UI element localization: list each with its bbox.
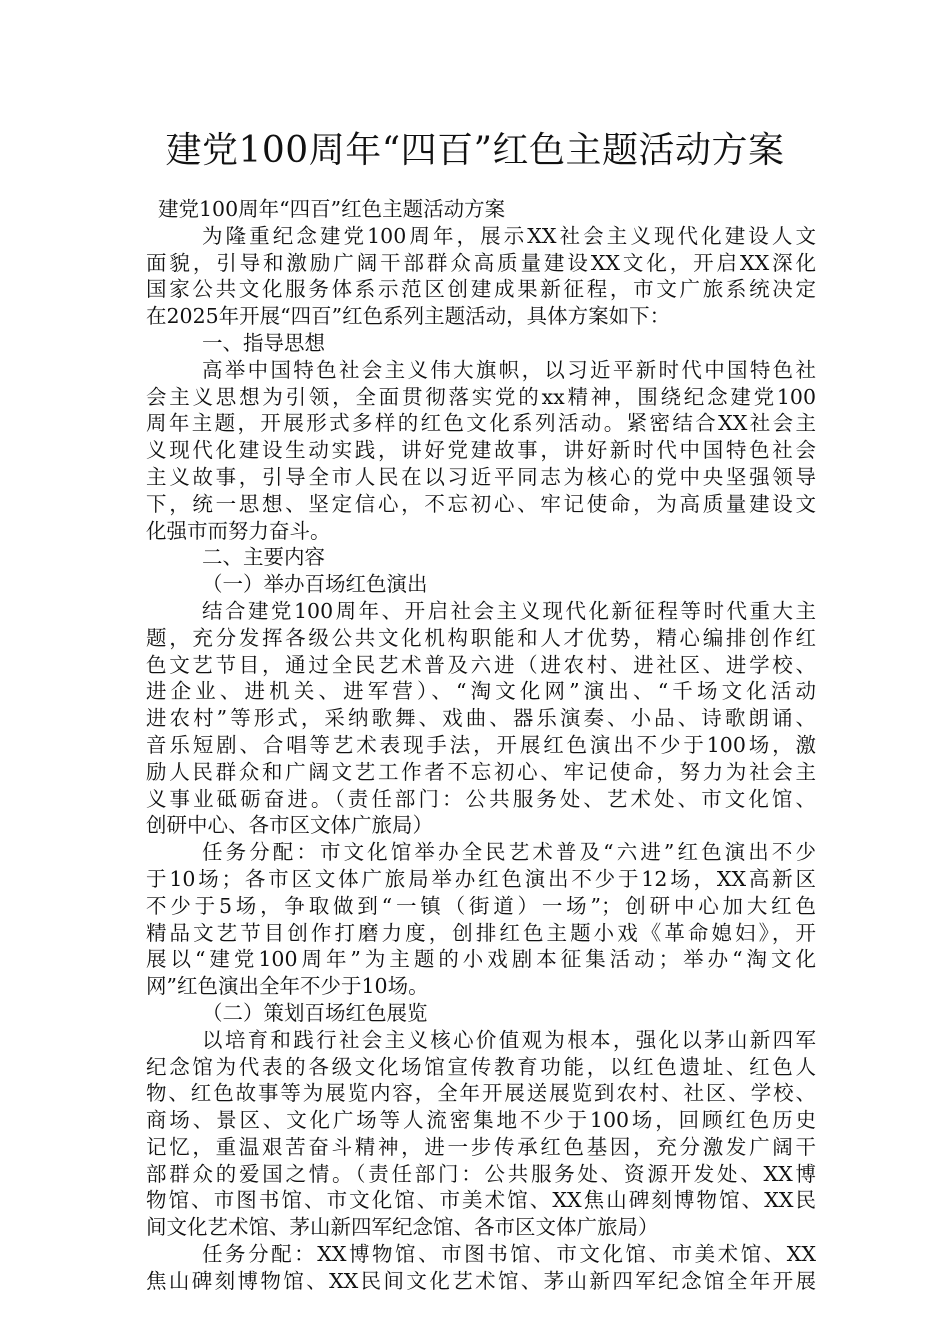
paragraph-line: 下，统一思想、坚定信心，不忘初心、牢记使命，为高质量建设文	[146, 491, 816, 516]
paragraph-line: 以培育和践行社会主义核心价值观为根本，强化以茅山新四军	[202, 1027, 816, 1052]
paragraph-line: 商场、景区、文化广场等人流密集地不少于100场，回顾红色历史	[146, 1108, 816, 1133]
paragraph-line: 进企业、进机关、进军营）、“淘文化网”演出、“千场文化活动	[146, 679, 816, 704]
paragraph-line: 展以“建党100周年”为主题的小戏剧本征集活动；举办“淘文化	[146, 947, 816, 972]
paragraph-line: 题，充分发挥各级公共文化机构职能和人才优势，精心编排创作红	[146, 625, 816, 650]
paragraph-line: 于10场；各市区文体广旅局举办红色演出不少于12场，XX高新区	[146, 866, 816, 891]
paragraph-line: 焦山碑刻博物馆、XX民间文化艺术馆、茅山新四军纪念馆全年开展	[146, 1268, 816, 1293]
subsection-heading: （二）策划百场红色展览	[202, 1000, 428, 1025]
paragraph-line: 在2025年开展“四百”红色系列主题活动，具体方案如下：	[146, 304, 671, 329]
paragraph-line: 国家公共文化服务体系示范区创建成果新征程，市文广旅系统决定	[146, 277, 816, 302]
paragraph-line: 面貌，引导和激励广阔干部群众高质量建设XX文化，开启XX深化	[146, 250, 816, 275]
paragraph-line: 纪念馆为代表的各级文化场馆宣传教育功能，以红色遗址、红色人	[146, 1054, 816, 1079]
paragraph-line: 音乐短剧、合唱等艺术表现手法，开展红色演出不少于100场，激	[146, 732, 816, 757]
paragraph-line: 部群众的爱国之情。（责任部门：公共服务处、资源开发处、XX博	[146, 1161, 816, 1186]
paragraph-line: 物、红色故事等为展览内容，全年开展送展览到农村、社区、学校、	[146, 1081, 816, 1106]
paragraph-line: 创研中心、各市区文体广旅局）	[146, 813, 433, 838]
document-title: 建党100周年“四百”红色主题活动方案	[165, 130, 785, 171]
paragraph-line: 任务分配：XX博物馆、市图书馆、市文化馆、市美术馆、XX	[202, 1242, 816, 1267]
paragraph-line: 励人民群众和广阔文艺工作者不忘初心、牢记使命，努力为社会主	[146, 759, 816, 784]
subsection-heading: （一）举办百场红色演出	[202, 572, 428, 597]
subtitle-line: 建党100周年“四百”红色主题活动方案	[158, 197, 506, 221]
section-heading: 二、主要内容	[202, 545, 325, 570]
paragraph-line: 物馆、市图书馆、市文化馆、市美术馆、XX焦山碑刻博物馆、XX民	[146, 1188, 816, 1213]
paragraph-line: 义现代化建设生动实践，讲好党建故事，讲好新时代中国特色社会	[146, 438, 816, 463]
paragraph-line: 精品文艺节目创作打磨力度，创排红色主题小戏《革命媳妇》，开	[146, 920, 816, 945]
paragraph-line: 任务分配：市文化馆举办全民艺术普及“六进”红色演出不少	[202, 840, 816, 865]
paragraph-line: 网”红色演出全年不少于10场。	[146, 974, 429, 999]
paragraph-line: 周年主题，开展形式多样的红色文化系列活动。紧密结合XX社会主	[146, 411, 816, 436]
paragraph-line: 会主义思想为引领，全面贯彻落实党的xx精神，围绕纪念建党100	[146, 384, 816, 409]
paragraph-line: 化强市而努力奋斗。	[146, 518, 331, 543]
paragraph-line: 主义故事，引导全市人民在以习近平同志为核心的党中央坚强领导	[146, 464, 816, 489]
paragraph-line: 不少于5场，争取做到“一镇（街道）一场”；创研中心加大红色	[146, 893, 816, 918]
paragraph-line: 间文化艺术馆、茅山新四军纪念馆、各市区文体广旅局）	[146, 1215, 659, 1240]
paragraph-line: 进农村”等形式，采纳歌舞、戏曲、器乐演奏、小品、诗歌朗诵、	[146, 706, 816, 731]
paragraph-line: 记忆，重温艰苦奋斗精神，进一步传承红色基因，充分激发广阔干	[146, 1134, 816, 1159]
paragraph-line: 色文艺节目，通过全民艺术普及六进（进农村、进社区、进学校、	[146, 652, 816, 677]
document-body	[146, 196, 816, 1295]
paragraph-line: 义事业砥砺奋进。（责任部门：公共服务处、艺术处、市文化馆、	[146, 786, 816, 811]
paragraph-line: 结合建党100周年、开启社会主义现代化新征程等时代重大主	[202, 598, 816, 623]
section-heading: 一、指导思想	[202, 330, 325, 355]
paragraph-line: 高举中国特色社会主义伟大旗帜，以习近平新时代中国特色社	[202, 357, 816, 382]
paragraph-line: 为隆重纪念建党100周年，展示XX社会主义现代化建设人文	[202, 223, 816, 248]
